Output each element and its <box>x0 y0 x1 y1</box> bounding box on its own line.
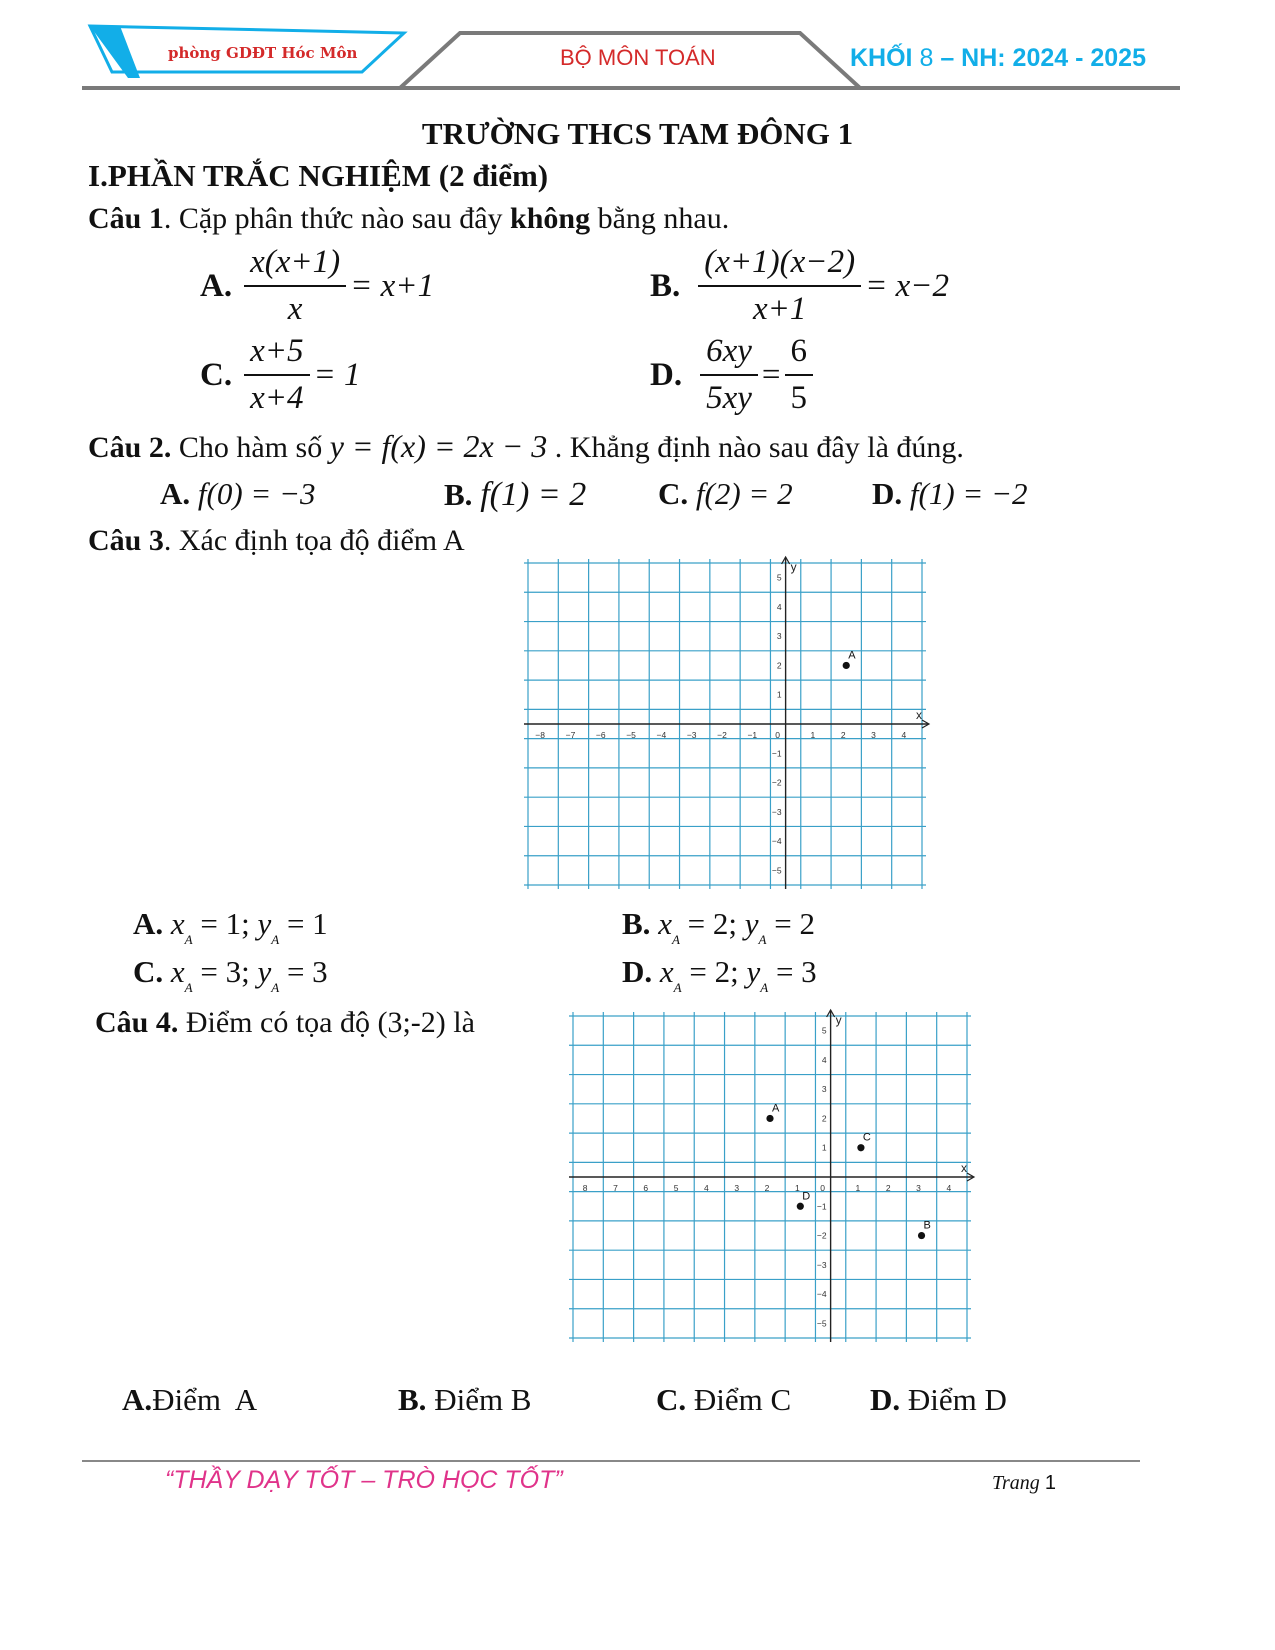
x-tick-label: 0 <box>820 1183 825 1193</box>
var-x: x <box>658 906 672 941</box>
x-tick-label: 7 <box>613 1183 618 1193</box>
var-x: x <box>659 954 674 989</box>
coordinate-grid-q3 <box>520 555 950 910</box>
x-tick-label: 8 <box>582 1183 588 1193</box>
question-3 <box>88 524 465 558</box>
q4-option-a <box>122 1382 257 1418</box>
fraction-denominator: x+4 <box>250 380 304 416</box>
q3-option-b: B. $x_A = 2$; $y_A = 2$ <box>622 906 815 947</box>
option-x-value: 3 <box>225 954 242 989</box>
option-x-value: 1 <box>225 906 242 941</box>
x-tick-label: 3 <box>916 1183 921 1193</box>
header-subject: BỘ MÔN TOÁN <box>560 45 716 70</box>
y-tick-label: −2 <box>771 777 782 788</box>
question-4-label: Câu 4. <box>95 1006 179 1039</box>
option-label: A. <box>122 1382 153 1417</box>
fraction <box>700 333 758 417</box>
x-tick-label: −6 <box>595 730 606 740</box>
question-2-function: y = f(x) = 2x − 3 <box>329 428 548 464</box>
y-tick-label: −1 <box>816 1201 827 1212</box>
y-tick-label: 3 <box>776 631 782 642</box>
question-3-label: Câu 3 <box>88 524 164 557</box>
option-value: f(0) = −3 <box>197 476 316 511</box>
x-tick-label: −4 <box>656 730 667 740</box>
point-marker <box>766 1115 773 1122</box>
y-tick-label: 1 <box>821 1142 827 1153</box>
x-tick-label: 3 <box>871 730 876 740</box>
point-label: B <box>923 1219 931 1232</box>
q3-option-a: A. $x_A = 1$; $y_A = 1$ <box>133 906 328 947</box>
x-tick-label: 0 <box>775 730 780 740</box>
x-tick-label: 5 <box>673 1183 679 1193</box>
fraction-denominator: x+1 <box>752 291 807 327</box>
y-tick-label: 2 <box>821 1113 827 1124</box>
q4-option-d <box>870 1382 1007 1418</box>
footer-slogan: “THẦY DẠY TỐT – TRÒ HỌC TỐT” <box>165 1466 563 1494</box>
y-axis-label: y <box>790 560 797 574</box>
x-tick-label: 2 <box>885 1183 891 1193</box>
footer-page-label: Trang <box>992 1472 1040 1494</box>
point-label: A <box>772 1102 780 1115</box>
option-x-value: 2 <box>712 906 729 941</box>
option-value: f(2) = 2 <box>695 476 793 511</box>
equals-sign: = <box>761 356 781 393</box>
x-tick-label: −7 <box>565 730 576 740</box>
fraction-numerator: x+5 <box>244 333 309 376</box>
option-value: Điểm D <box>907 1382 1007 1417</box>
x-tick-label: 4 <box>946 1183 952 1193</box>
option-label: B. <box>622 906 651 941</box>
x-tick-label: −2 <box>717 730 727 740</box>
fraction-rhs: = x−2 <box>865 267 949 304</box>
fraction-denominator: 5 <box>790 380 808 416</box>
fraction <box>244 244 346 328</box>
x-tick-label: 4 <box>704 1183 709 1193</box>
var-x: x <box>170 954 185 989</box>
x-tick-label: 1 <box>794 1183 800 1193</box>
option-label: D. <box>870 1382 901 1417</box>
x-tick-label: 2 <box>764 1183 770 1193</box>
option-label: C. <box>133 954 164 989</box>
y-tick-label: 5 <box>776 572 782 583</box>
question-2-text-before: Cho hàm số <box>171 431 330 464</box>
q2-option-d <box>872 476 1028 512</box>
q4-option-c <box>656 1382 791 1418</box>
question-4-text: Điểm có tọa độ (3;-2) là <box>178 1006 475 1039</box>
fraction <box>698 244 861 328</box>
y-tick-label: −1 <box>771 748 782 759</box>
option-label: C. <box>658 476 689 511</box>
var-y: y <box>744 906 759 941</box>
question-1-text-bold: không <box>510 202 591 235</box>
school-title: TRƯỜNG THCS TAM ĐÔNG 1 <box>421 116 854 151</box>
option-label: C. <box>656 1382 687 1417</box>
fraction-numerator: 6xy <box>700 333 758 376</box>
fraction-numerator: 6 <box>785 333 814 376</box>
option-x-value: 2 <box>714 954 731 989</box>
y-tick-label: −4 <box>816 1289 827 1300</box>
y-tick-label: 2 <box>776 660 782 671</box>
q2-option-a <box>160 476 316 512</box>
y-tick-label: 5 <box>821 1025 827 1036</box>
question-2 <box>88 428 964 465</box>
y-tick-label: 4 <box>821 1054 827 1065</box>
option-label: A. <box>200 267 233 304</box>
option-y-value: 1 <box>312 906 328 941</box>
q4-option-b <box>398 1382 532 1418</box>
fraction <box>785 333 814 417</box>
point-label: A <box>848 649 856 662</box>
question-2-text-after: . Khẳng định nào sau đây là đúng. <box>547 431 964 464</box>
var-y: y <box>257 954 272 989</box>
header-badge-text: phòng GDĐT Hóc Môn <box>168 44 358 62</box>
x-tick-label: −8 <box>535 730 546 740</box>
y-tick-label: 1 <box>776 689 782 700</box>
x-axis-label: x <box>961 1161 967 1175</box>
y-tick-label: −4 <box>771 836 782 847</box>
x-tick-label: −1 <box>747 730 758 740</box>
var-sub: A <box>184 932 193 947</box>
x-tick-label: 4 <box>901 730 907 740</box>
q1-option-a <box>200 244 434 328</box>
fraction-denominator: x <box>287 291 303 327</box>
question-1-text-after: bằng nhau. <box>590 202 730 235</box>
fraction-numerator: (x+1)(x−2) <box>698 244 861 287</box>
page-header <box>0 0 1275 100</box>
coordinate-grid-q4 <box>565 1008 995 1363</box>
q1-option-b <box>650 244 949 328</box>
var-sub: A <box>671 932 680 947</box>
question-1-text-before: . Cặp phân thức nào sau đây <box>163 202 511 235</box>
q2-option-b <box>444 476 586 514</box>
footer-page-number: 1 <box>1044 1472 1056 1494</box>
y-tick-label: −5 <box>771 865 782 876</box>
option-y-value: 2 <box>799 906 815 941</box>
option-label: D. <box>872 476 903 511</box>
x-tick-label: −3 <box>686 730 697 740</box>
option-value: f(1) = 2 <box>480 476 587 513</box>
q3-option-c: C. $x_A = 3$; $y_A = 3$ <box>133 954 328 995</box>
fraction-rhs: = 1 <box>313 356 361 393</box>
x-tick-label: 1 <box>855 1183 861 1193</box>
question-3-text: . Xác định tọa độ điểm A <box>163 524 465 557</box>
x-tick-label: 1 <box>810 730 816 740</box>
fraction-rhs: = x+1 <box>350 267 435 304</box>
q3-option-d: D. $x_A = 2$; $y_A = 3$ <box>622 954 817 995</box>
point-label: D <box>802 1190 811 1203</box>
option-y-value: 3 <box>801 954 817 989</box>
header-grade-num: 8 <box>919 44 934 72</box>
x-axis-label: x <box>916 708 922 722</box>
question-2-label: Câu 2. <box>88 431 172 464</box>
point-marker <box>797 1203 804 1210</box>
point-marker <box>857 1144 864 1151</box>
question-1-label: Câu 1 <box>88 202 164 235</box>
header-grade <box>850 44 1146 73</box>
point-marker <box>918 1232 925 1239</box>
y-tick-label: −3 <box>771 806 782 817</box>
y-tick-label: −3 <box>816 1259 827 1270</box>
option-label: A. <box>160 476 191 511</box>
x-tick-label: 2 <box>840 730 846 740</box>
var-sub: A <box>760 980 769 995</box>
option-label: D. <box>650 356 683 393</box>
y-tick-label: 4 <box>776 601 782 612</box>
option-label: C. <box>200 356 233 393</box>
fraction <box>244 333 309 417</box>
point-marker <box>843 662 850 669</box>
footer-page <box>992 1472 1056 1495</box>
option-y-value: 3 <box>312 954 328 989</box>
fraction-denominator: 5xy <box>706 380 752 416</box>
var-x: x <box>170 906 185 941</box>
point-label: C <box>862 1131 871 1144</box>
var-sub: A <box>758 932 767 947</box>
option-label: D. <box>622 954 653 989</box>
option-label: B. <box>444 477 473 512</box>
var-sub: A <box>271 980 280 995</box>
option-value: Điểm A <box>152 1382 258 1417</box>
fraction-numerator: x(x+1) <box>244 244 346 287</box>
var-y: y <box>746 954 761 989</box>
option-label: B. <box>650 267 681 304</box>
x-tick-label: 3 <box>734 1183 740 1193</box>
y-tick-label: −5 <box>816 1318 827 1329</box>
var-sub: A <box>673 980 682 995</box>
option-label: A. <box>133 906 164 941</box>
x-tick-label: 6 <box>643 1183 649 1193</box>
header-grade-prefix: KHỐI <box>850 44 913 72</box>
section-heading: I.PHẦN TRẮC NGHIỆM (2 điểm) <box>88 158 549 193</box>
q1-option-c <box>200 333 361 417</box>
footer-divider <box>82 1460 1140 1462</box>
q1-option-d <box>650 333 817 417</box>
y-axis-label: y <box>835 1013 842 1027</box>
option-label: B. <box>398 1382 427 1417</box>
x-tick-label: −5 <box>626 730 636 740</box>
var-y: y <box>257 906 272 941</box>
var-sub: A <box>271 932 280 947</box>
header-year: – NH: 2024 - 2025 <box>940 44 1146 72</box>
y-tick-label: 3 <box>821 1084 827 1095</box>
question-4 <box>95 1006 475 1040</box>
option-value: Điểm B <box>434 1382 532 1417</box>
y-tick-label: −2 <box>816 1230 827 1241</box>
question-1 <box>88 202 729 236</box>
option-value: f(1) = −2 <box>909 476 1028 511</box>
option-value: Điểm C <box>693 1382 792 1417</box>
q2-option-c <box>658 476 793 512</box>
var-sub: A <box>184 980 193 995</box>
